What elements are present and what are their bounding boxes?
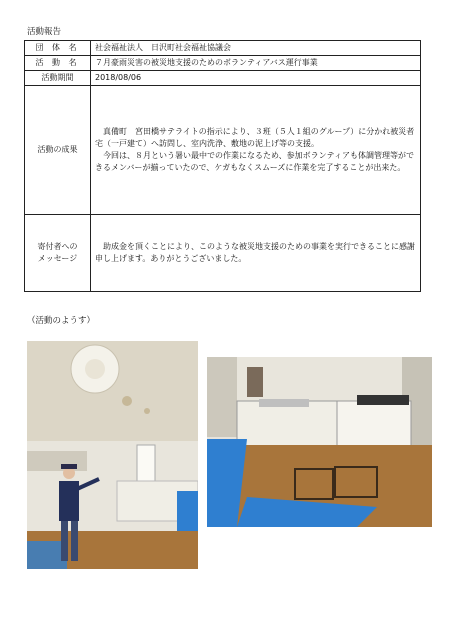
row-message: [25, 215, 421, 292]
activity-report-table: [24, 40, 421, 292]
period-value: 2018/08/06: [91, 71, 421, 86]
org-label: 団 体 名: [25, 41, 91, 56]
photo-volunteer-room-illustration: [27, 341, 198, 569]
results-paragraph-2: 今回は、８月という暑い最中での作業になるため、参加ボランティアも体調管理等ができるメンバーが揃っていたので、ケガもなくスムーズに作業を完了することが出来た。: [95, 151, 415, 172]
org-value: 社会福祉法人 日沢町社会福祉協議会: [91, 41, 421, 56]
message-text: [91, 215, 421, 292]
period-label: 活動期間: [25, 71, 91, 86]
activity-name-value: ７月豪雨災害の被災地支援のためのボランティアバス運行事業: [91, 56, 421, 71]
message-label: [25, 215, 91, 292]
row-period: [25, 71, 421, 86]
message-label-line-2: メッセージ: [37, 254, 78, 263]
photo-kitchen-floor-illustration: [207, 357, 432, 527]
message-paragraph: 助成金を頂くことにより、このような被災地支援のための事業を実行できることに感謝申し上げます。ありがとうございました。: [95, 242, 415, 263]
results-paragraph-1: 真備町 宮田橋サテライトの指示により、３班（５人１組のグループ）に分かれ被災者宅（一戸建て）へ訪問し、室内洗浄、敷地の泥上げ等の支援。: [95, 127, 415, 148]
activity-name-label: 活 動 名: [25, 56, 91, 71]
results-label: 活動の成果: [25, 86, 91, 215]
row-activity-name: [25, 56, 421, 71]
activity-photo-volunteer-room: [27, 341, 198, 569]
row-org: [25, 41, 421, 56]
photos-caption: （活動のようす）: [27, 316, 96, 326]
activity-photo-kitchen-floor: [207, 357, 432, 527]
message-label-line-1: 寄付者への: [37, 242, 78, 251]
row-results: [25, 86, 421, 215]
results-text: [91, 86, 421, 215]
report-heading: 活動報告: [27, 27, 62, 37]
